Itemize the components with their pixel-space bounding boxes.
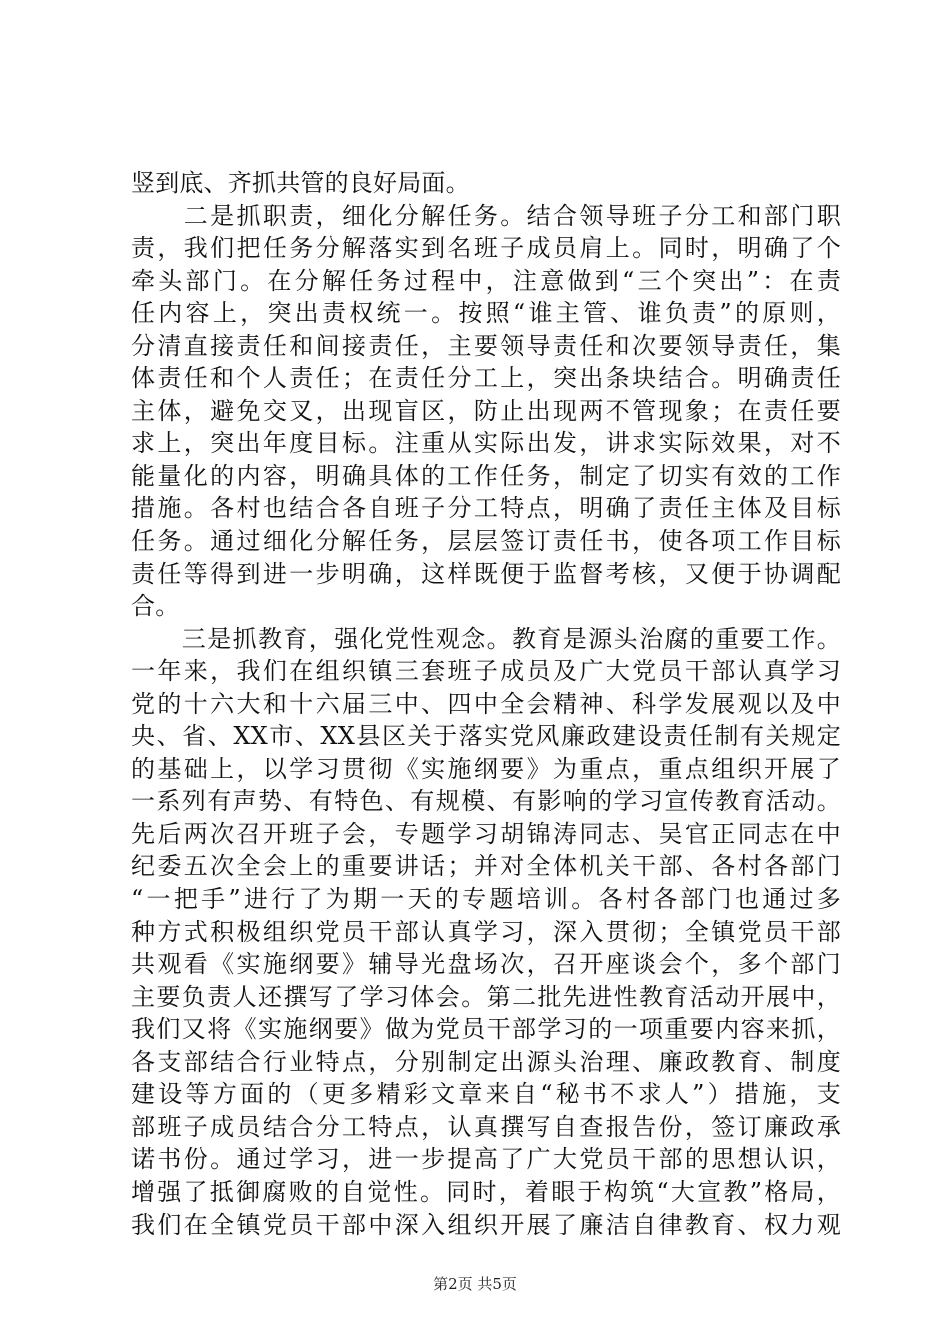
text-line: 求上，突出年度目标。注重从实际出发，讲求实际效果，对不 xyxy=(131,429,841,458)
text-line: 一年来，我们在组织镇三套班子成员及广大党员干部认真学习 xyxy=(131,657,841,686)
text-line: 二是抓职责，细化分解任务。结合领导班子分工和部门职 xyxy=(131,201,841,230)
text-line: 合。 xyxy=(131,592,180,621)
text-line: 先后两次召开班子会，专题学习胡锦涛同志、吴官正同志在中 xyxy=(131,819,841,848)
text-line: 任务。通过细化分解任务，层层签订责任书，使各项工作目标 xyxy=(131,527,841,556)
text-line: 能量化的内容，明确具体的工作任务，制定了切实有效的工作 xyxy=(131,461,841,490)
text-line: 体责任和个人责任；在责任分工上，突出条块结合。明确责任 xyxy=(131,364,841,393)
text-line: 一系列有声势、有特色、有规模、有影响的学习宣传教育活动。 xyxy=(131,787,841,816)
text-line: 各支部结合行业特点，分别制定出源头治理、廉政教育、制度 xyxy=(131,1047,841,1076)
text-line: 种方式积极组织党员干部认真学习，深入贯彻；全镇党员干部 xyxy=(131,917,841,946)
text-line: 的基础上，以学习贯彻《实施纲要》为重点，重点组织开展了 xyxy=(131,754,841,783)
document-body xyxy=(131,167,841,1241)
text-line: 我们在全镇党员干部中深入组织开展了廉洁自律教育、权力观 xyxy=(131,1210,841,1239)
text-line: 主体，避免交叉，出现盲区，防止出现两不管现象；在责任要 xyxy=(131,396,841,425)
text-line: 责，我们把任务分解落实到名班子成员肩上。同时，明确了个 xyxy=(131,234,841,263)
text-line: 部班子成员结合分工特点，认真撰写自查报告份，签订廉政承 xyxy=(131,1112,841,1141)
text-line: 增强了抵御腐败的自觉性。同时，着眼于构筑“大宣教”格局， xyxy=(131,1177,841,1206)
text-line: 诺书份。通过学习，进一步提高了广大党员干部的思想认识， xyxy=(131,1145,841,1174)
text-line: 任内容上，突出责权统一。按照“谁主管、谁负责”的原则， xyxy=(131,299,841,328)
text-line: 牵头部门。在分解任务过程中，注意做到“三个突出”：在责 xyxy=(131,266,841,295)
page-footer: 第2页 共5页 xyxy=(433,1275,517,1293)
text-line: 责任等得到进一步明确，这样既便于监督考核，又便于协调配 xyxy=(131,559,841,588)
text-line: 共观看《实施纲要》辅导光盘场次，召开座谈会个，多个部门 xyxy=(131,950,841,979)
text-line: 三是抓教育，强化党性观念。教育是源头治腐的重要工作。 xyxy=(131,624,841,653)
text-line: 措施。各村也结合各自班子分工特点，明确了责任主体及目标 xyxy=(131,494,841,523)
text-line: 党的十六大和十六届三中、四中全会精神、科学发展观以及中 xyxy=(131,689,841,718)
text-line: 我们又将《实施纲要》做为党员干部学习的一项重要内容来抓， xyxy=(131,1015,841,1044)
text-line: 央、省、XX市、XX县区关于落实党风廉政建设责任制有关规定 xyxy=(131,722,841,751)
text-line: 竖到底、齐抓共管的良好局面。 xyxy=(131,169,470,197)
text-line: 建设等方面的（更多精彩文章来自“秘书不求人”）措施，支 xyxy=(131,1080,841,1109)
text-line: 主要负责人还撰写了学习体会。第二批先进性教育活动开展中， xyxy=(131,982,841,1011)
text-line: 纪委五次全会上的重要讲话；并对全体机关干部、各村各部门 xyxy=(131,852,841,881)
text-line: 分清直接责任和间接责任，主要领导责任和次要领导责任，集 xyxy=(131,331,841,360)
text-line: “一把手”进行了为期一天的专题培训。各村各部门也通过多 xyxy=(131,885,841,914)
